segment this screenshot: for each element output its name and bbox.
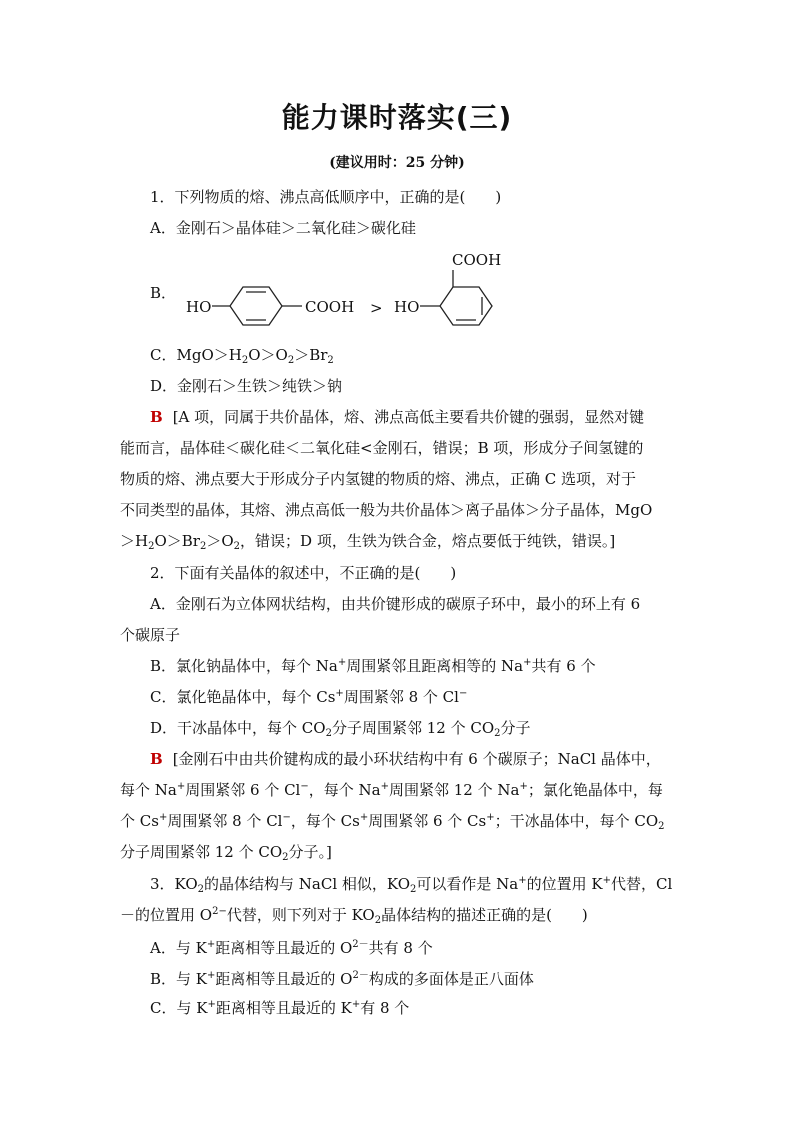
q3-option-b: B．与 K+距离相等且最近的 $O^{2-}$构成的多面体是正八面体 (150, 970, 534, 988)
page-title: 能力课时落实(三) (281, 101, 513, 134)
q1-explanation-line-5: $>H_2O>Br_2>O_2$，错误；D 项，生铁为铁合金，熔点要低于纯铁，错误。] (120, 532, 616, 552)
q2-answer: B (150, 750, 163, 768)
q3-option-c: C．与 K+距离相等且最近的 K+有 8 个 (150, 999, 410, 1017)
para-ring (212, 287, 302, 325)
q2-explanation-line-4: 分子周围紧邻 12 个 $CO_2$分子。] (120, 843, 332, 863)
q1-option-b-structures (150, 245, 530, 340)
q2-option-d: D．干冰晶体中，每个 $CO_2$分子周围紧邻 12 个 $CO_2$分子 (150, 719, 531, 739)
q1-option-b-label: B． (150, 284, 177, 302)
q2-explanation-line-2: 每个 Na+周围紧邻 6 个 Cl−，每个 Na+周围紧邻 12 个 Na+；氯化铯晶体中，每 (120, 781, 663, 799)
greater-than-sign: > (370, 299, 383, 317)
q1-explanation-line-2: 能而言，晶体硅＜碳化硅＜二氧化硅<金刚石，错误；B 项，形成分子间氢键的 (120, 439, 644, 457)
ortho-ring (420, 270, 492, 325)
q1-option-d: D．金刚石＞生铁＞纯铁＞钠 (150, 377, 343, 395)
q2-stem: 2．下面有关晶体的叙述中，不正确的是( ) (150, 564, 457, 582)
suggested-time: (建议用时：25 分钟) (329, 155, 465, 171)
q1-option-c: C．$MgO>H_2O>O_2>Br_2$ (150, 346, 334, 366)
cooh-label-1: COOH (305, 298, 355, 316)
q1-stem: 1．下列物质的熔、沸点高低顺序中，正确的是( ) (150, 188, 502, 206)
q1-answer: B (150, 408, 163, 426)
q3-stem-line-1: 3．$KO_2$的晶体结构与 NaCl 相似，$KO_2$可以看作是 Na+的位置用 K+代替，Cl (150, 875, 673, 895)
q1-explanation-line-1: B [A 项，同属于共价晶体，熔、沸点高低主要看共价键的强弱，显然对键 (150, 408, 645, 426)
q2-option-c: C．氯化铯晶体中，每个 Cs+周围紧邻 8 个 Cl− (150, 688, 468, 706)
q2-explanation-line-1: B [金刚石中由共价键构成的最小环状结构中有 6 个碳原子；NaCl 晶体中， (150, 750, 661, 768)
q3-option-a: A．与 K+距离相等且最近的 $O^{2-}$共有 8 个 (150, 939, 433, 957)
q2-explanation-line-3: 个 Cs+周围紧邻 8 个 Cl−，每个 Cs+周围紧邻 6 个 Cs+；干冰晶体中，每个 $CO_2$ (120, 812, 665, 832)
q1-explanation-line-4: 不同类型的晶体，其熔、沸点高低一般为共价晶体＞离子晶体＞分子晶体，MgO (120, 501, 653, 519)
q2-option-a-line-2: 个碳原子 (120, 626, 181, 644)
q2-option-a-line-1: A．金刚石为立体网状结构，由共价键形成的碳原子环中，最小的环上有 6 (150, 595, 641, 613)
ho-label-1: HO (186, 298, 212, 316)
q3-stem-line-2: －的位置用 $O^{2-}$代替，则下列对于 $KO_2$晶体结构的描述正确的是( ) (120, 906, 588, 926)
q1-explanation-line-3: 物质的熔、沸点要大于形成分子内氢键的物质的熔、沸点，正确 C 选项，对于 (120, 470, 637, 488)
q1-option-a: A．金刚石＞晶体硅＞二氧化硅＞碳化硅 (150, 219, 416, 237)
cooh-label-2: COOH (452, 251, 502, 269)
q2-option-b: B．氯化钠晶体中，每个 Na+周围紧邻且距离相等的 Na+共有 6 个 (150, 657, 596, 675)
ho-label-2: HO (394, 298, 420, 316)
